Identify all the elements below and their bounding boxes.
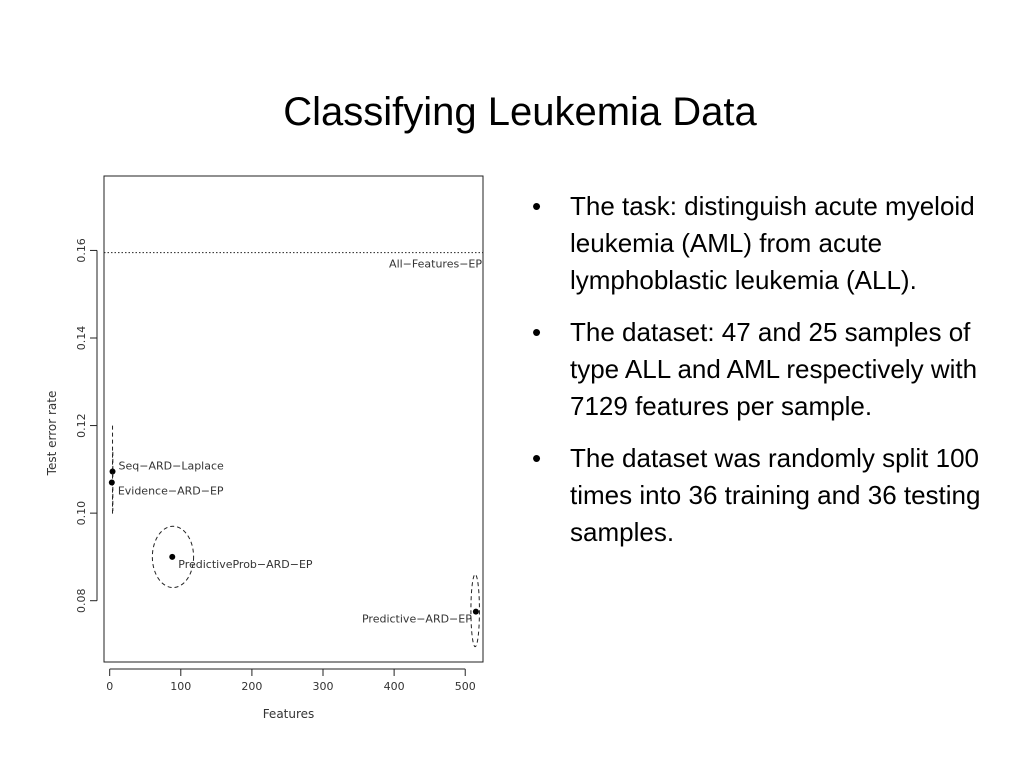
bullet-point-icon: • bbox=[532, 317, 542, 347]
reference-line-label: All−Features−EP bbox=[389, 257, 482, 271]
y-tick-label: 0.12 bbox=[75, 413, 88, 438]
x-tick-label: 200 bbox=[241, 680, 263, 693]
bullet-item bbox=[532, 314, 1002, 425]
x-tick-label: 300 bbox=[312, 680, 334, 693]
x-tick-label: 400 bbox=[383, 680, 405, 693]
bullet-list bbox=[532, 188, 1002, 566]
point-label: PredictiveProb−ARD−EP bbox=[178, 557, 313, 571]
plot-frame bbox=[104, 176, 483, 662]
y-tick-label: 0.14 bbox=[75, 325, 88, 351]
point-label: Seq−ARD−Laplace bbox=[118, 459, 224, 473]
x-axis-title: Features bbox=[262, 707, 315, 721]
bullet-item bbox=[532, 440, 1002, 551]
point-label: Evidence−ARD−EP bbox=[117, 484, 224, 498]
y-axis-title: Test error rate bbox=[45, 390, 59, 476]
bullet-point-icon: • bbox=[532, 191, 542, 221]
bullet-item bbox=[532, 188, 1002, 299]
y-tick-label: 0.16 bbox=[75, 238, 88, 263]
x-tick-label: 500 bbox=[454, 680, 476, 693]
bullet-text: The dataset was randomly split 100 times into 36 training and 36 testing samples. bbox=[570, 443, 981, 547]
bullet-text: The dataset: 47 and 25 samples of type ALL and AML respectively with 7129 features per sample. bbox=[570, 317, 978, 421]
data-point bbox=[169, 554, 175, 560]
data-point bbox=[473, 609, 479, 615]
chart-container bbox=[0, 160, 500, 730]
data-point bbox=[109, 479, 115, 485]
error-rate-chart bbox=[0, 160, 500, 730]
x-tick-label: 0 bbox=[106, 680, 114, 693]
y-tick-label: 0.10 bbox=[75, 500, 88, 526]
bullet-text: The task: distinguish acute myeloid leukemia (AML) from acute lymphoblastic leukemia (ALL). bbox=[570, 191, 975, 295]
slide-title: Classifying Leukemia Data bbox=[283, 90, 757, 134]
y-tick-label: 0.08 bbox=[75, 588, 88, 613]
point-label: Predictive−ARD−EP bbox=[361, 612, 472, 626]
bullet-point-icon: • bbox=[532, 443, 542, 473]
x-tick-label: 100 bbox=[170, 680, 192, 693]
